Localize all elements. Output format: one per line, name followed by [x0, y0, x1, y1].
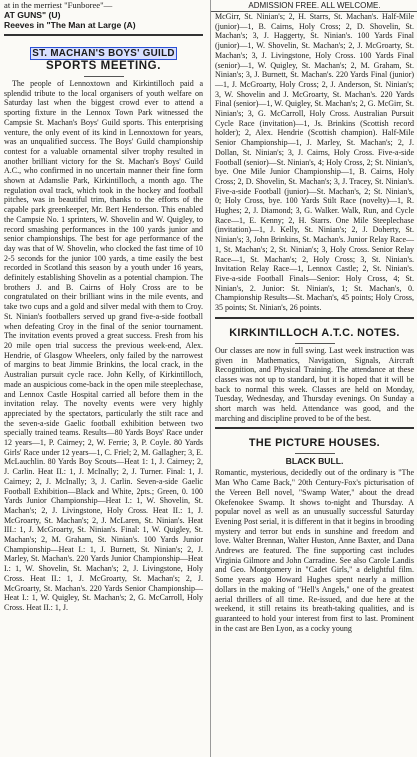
- headline-line-1: ST. MACHAN'S BOYS' GUILD: [32, 48, 175, 59]
- picture-houses-title: THE PICTURE HOUSES.: [248, 437, 381, 450]
- top-fragment-1: at in the merriest "Funboree"—: [4, 0, 113, 10]
- divider: [4, 34, 203, 36]
- top-fragment-2: AT GUNS" (U): [4, 10, 61, 20]
- picture-houses-body: Romantic, mysterious, decidedly out of the ordinary is "The Man Who Came Back," 20th Century-Fox's picturisation of the Vereen Bell novel, "Swamp Water," about the dread Okefenokee Swamp. It shows to-night and Thursday. A popular novel as well as an unusually successful Saturday Evening Post serial, it is different in that it begins in brooding mystery and terror but ends in sunshine and freedom and love. Walter Brennan, Walter Huston, Anne Baxter, and Dana Andrews are featured. The fine supporting cast includes Virginia Gilmore and John Carradine. See also Carole Landis and Geo. Montgomery in "Cadet Girls," a delightful film. Some years ago Howard Hughes spent nearly a million dollars in the making of "Hell's Angels," one of the greatest aerial thrillers of all time. Re-issued, and due here at the weekend, it still retains its breath-taking qualities, and is guaranteed to hold your interest from first to last. Prominent in the cast are Ben Lyon, as a cocky young: [215, 468, 414, 633]
- left-column: [0, 0, 207, 757]
- admission-notice: ADMISSION FREE. ALL WELCOME.: [211, 0, 417, 12]
- article-body: The people of Lennoxtown and Kirkintilloch paid a splendid tribute to the local organisers of youth welfare on Saturday last when the biggest crowd ever to attend a sporting fixture in the Lennox Town Park witnessed the Campsie St. Machan's Boys' Guild sports. This enterprising venture, the only event of its kind in Lennoxtown for years, was an unqualified success. The Boys' Guild championship contest for a valuable ornamental silver trophy resulted in another brilliant victory for the St. Machan's Boys' Guild A.C., who confirmed in no uncertain manner their fine form shown at Adamslie Park, Kirkintilloch, a month ago. The regulation oval track, which took in the hockey and football pitches, was in beautiful trim, thanks to the efforts of the capable park greenkeeper, Mr. Bert Henderson. This enabled the Campsie No. 1 sprinters, W. Shovelin and W. Quigley, to record smashing performances in the 100 yards junior and senior championships. The best for age performance of the day was that of W. Shovelin, who clocked the fast time of 10 2-5 seconds for the junior 100 yards, a time easily the best recorded in Scotland this season by a youth under 16 years, definitely establishing Shovelin as a potential champion. The brothers J. and B. Cairns of Holy Cross are to be congratulated on their brilliant wins in the mile events, and take two cups and a gold and silver medal with them to Croy. St. Ninian's footballers served up grand five-a-side football when defeating Croy in the final of the senior tournament. The invitation events proved a great success. Fresh from his 20 mile open trial success the previous week-end, Alex. Hendrie, of Glasgow Wheelers, only failed by the narrowest of margins to beat Jimmie Brinkins, the local crack, in the Australian pursuit cycle race. John Kelly, of Kirkintilloch, made an auspicious come-back in the open mile steeplechase, and Lennox Castle Hospital carried all before them in the invitation relay. The novelty events were very highly appreciated by the spectators, particularly the stilt race and the seven-a-side Gaelic football exhibition between two specially trained teams. Results—80 Yards Boys' Race under 12 years—1, P. Cairney; 2, W. Ferrie; 3, P. Coyle. 80 Yards Girls' Race under 12 years—1, C. Friel; 2, M. Gallagher; 3, E. McLauchlin. 80 Yards Boy Scouts—Heat 1: 1, J. Cairney; 2, J. Carlin. Heat II.: 1, J. McInally; 2, J. Turner. Final: 1, J. Cairney; 2, J. McInally; 3, J. Carlin. Seven-a-side Gaelic Football Exhibition—Black and White, 2pts.; Green, 0. 100 Yards Junior Championship—Heat I.: 1, W. Shovelin, St. Machan's; 2, J. Livingstone, Holy Cross. Heat II.: 1, J. McGroarty, St. Machan's; 2, J. McLaren, St. Ninian's. Heat III.: 1, J. McGroarty, St. Ninian's. Final: 1, W. Quigley, St. Machan's; 2, M. Graham, St. Ninian's. 100 Yards Junior Championship—Heat I.: 1, J. Burnett, St. Ninian's; 2, J. Marley, St. Machan's. 220 Yards Junior Championship—Heat I.: 1, W. Shovelin, St. Machan's; 2, J. Livingstone, Holy Cross. Heat II.: 1, J. McGroarty, St. Machan's; 2, J. McGroarty, St. Machan's. 220 Yards Senior Championship—Heat I.: 1, W. Quigley, St. Machan's; 2, G. McCarroll, Holy Cross. Heat II.: 1, J.: [4, 79, 203, 612]
- divider: [215, 317, 414, 319]
- divider: [295, 343, 335, 344]
- top-fragment-3: Reeves in "The Man at Large (A): [4, 20, 136, 30]
- divider: [215, 427, 414, 429]
- atc-notes-body: Our classes are now in full swing. Last week instruction was given in Mathematics, Navigation, Signals, Aircraft Recognition, and Physical Training. The attendance at these classes was not up to standard, but it is hoped that it will be back to normal this week. Classes are held on Monday, Tuesday, Wednesday, and Thursday evenings. On Sunday a short march was held. Attendance was good, and the marching and discipline proved to be of the best.: [215, 345, 414, 423]
- atc-notes-title: KIRKINTILLOCH A.T.C. NOTES.: [229, 326, 400, 339]
- black-bull-subtitle: BLACK BULL.: [285, 456, 344, 467]
- results-text: McGirr, St. Ninian's; 2, H. Starrs, St. Machan's. Half-Mile (junior)—1, B. Cairns, Holy Cross; 2, D. Shovelin, St. Machan's; 3, J. Haggerty, St. Ninian's. 100 Yards Final (junior)—1, W. Shovelin, St. Machan's; 2, J. McGroarty, St. Machan's; 3, J. Livingstone, Holy Cross. 100 Yards Final (senior)—1, W. Quigley, St. Machan's; 2, M. Graham, St. Ninian's; 3, J. Burnett, St. Machan's. 220 Yards Final (junior)—1, J. McGroarty, Holy Cross; 2, J. Anderson, St. Ninian's; 3, W. Shovelin and J. McGroarty, St. Machan's. 220 Yards Final (senior)—1, W. Quigley, St. Machan's; 2, G. McGirr, St. Ninian's; 3, G. McCarroll, Holy Cross. Australian Pursuit Cycle Race (invitation)—1, Js. Brinkins (Scottish record holder); 2, Alex. Hendrie (Scottish champion). Half-Mile Senior Championship—1, J. Marley, St. Machan's; 2, J. Dollan, St. Ninian's; 3, J. Cairns, Holy Cross. Five-a-side Football (senior)—St. Ninian's, 4; Holy Cross, 2; St. Ninian's, bye. One Mile Junior Championship—1, B. Cairns, Holy Cross; 2, D. Shovelin, St. Machan's; 3, J. Tracey, St. Ninian's. Five-a-side Football (junior)—St. Machan's, 2; St. Ninian's, 0; Holy Cross, bye. 100 Yards Stilt Race (novelty)—1, R. Hughes; 2, J. Diamond; 3, G. Walker. Walk, Run, and Cycle Race—1, E. Kenny; 2, H. Starrs. One Mile Steeplechase (invitation)—1, J. Kelly, St. Ninian's; 2, J. Doherty, St. Ninian's; 3, John Brinkins, St. Machan's. Junior Relay Race—1, St. Machan's; 2, St. Ninian's; 3, Holy Cross. Senior Relay Race—1, St. Machan's; 2, Holy Cross; 3, St. Ninian's. Invitation Relay Race—1, Lennox Castle; 2, St. Ninian's. Five-a-side Football Finals—Senior: Holy Cross, 4; St. Ninian's, 2. Junior: St. Ninian's, 1; St. Machan's, 0. Championship Results—St. Machan's, 45 points; Holy Cross, 35 points; St. Ninian's, 26 points.: [215, 12, 414, 313]
- right-column: [210, 0, 417, 757]
- divider: [84, 76, 124, 77]
- divider: [295, 453, 335, 454]
- article-headline: [4, 48, 203, 72]
- headline-line-2: SPORTS MEETING.: [45, 60, 162, 72]
